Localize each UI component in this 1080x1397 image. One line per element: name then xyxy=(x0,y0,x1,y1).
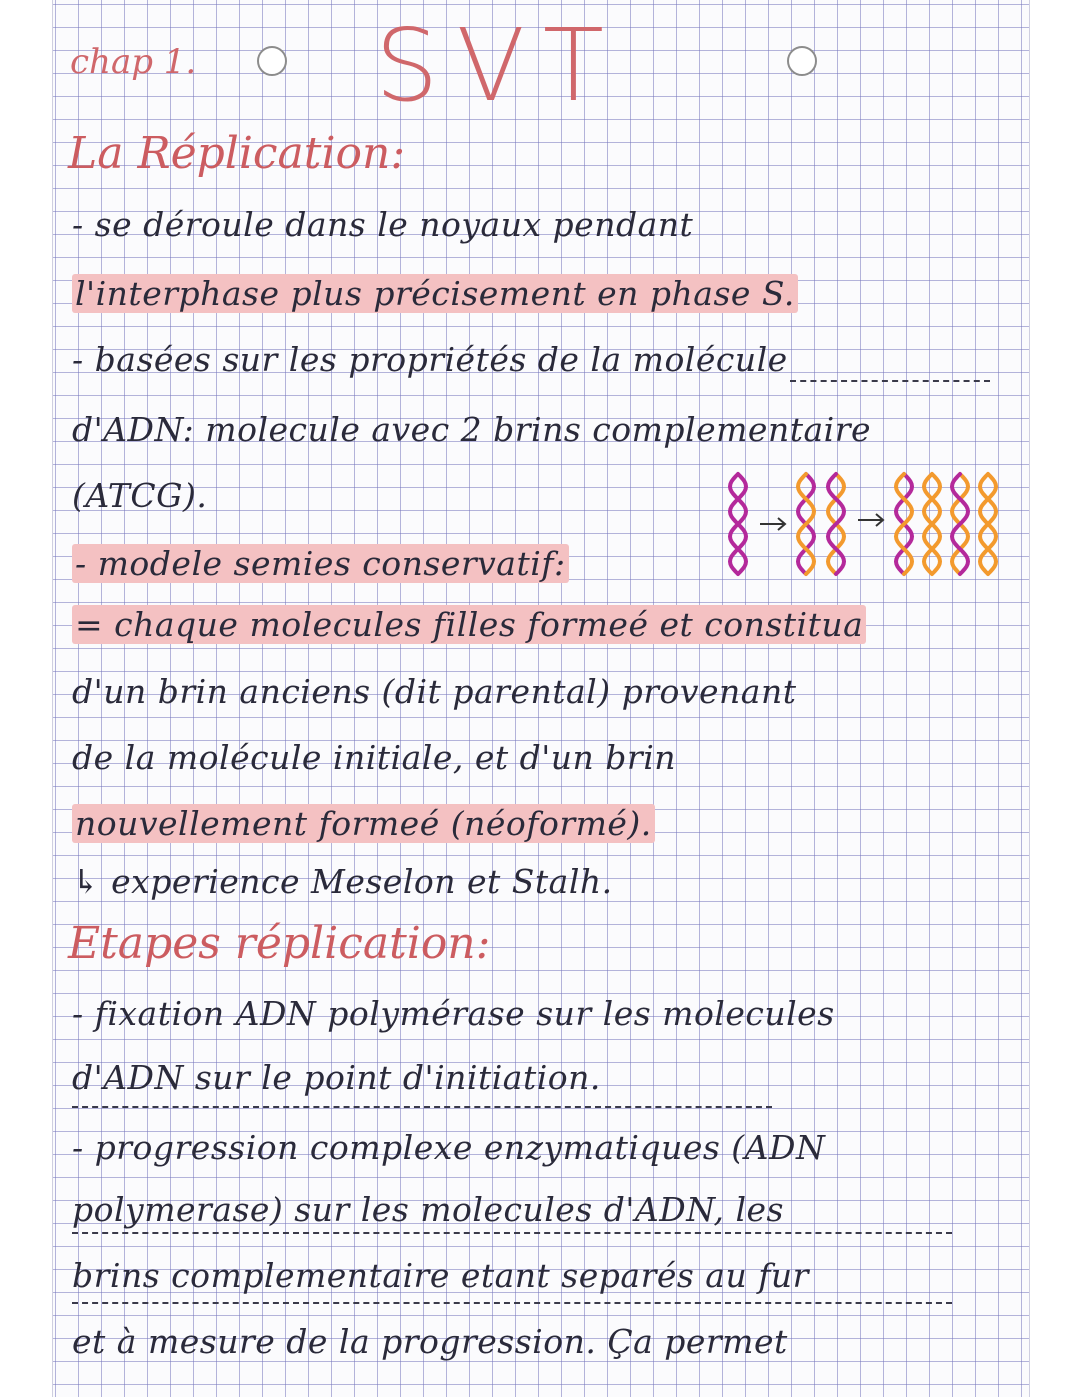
note-line: - fixation ADN polymérase sur les molecules xyxy=(72,994,835,1033)
note-line: et à mesure de la progression. Ça permet xyxy=(72,1322,788,1361)
note-line: - modele semies conservatif: xyxy=(72,544,569,584)
note-line: ↳ experience Meselon et Stalh. xyxy=(72,862,613,901)
note-line: d'un brin anciens (dit parental) provenant xyxy=(72,672,797,711)
note-line: - progression complexe enzymatiques (ADN xyxy=(72,1128,826,1167)
binder-hole-right xyxy=(787,46,817,76)
dna-replication-diagram xyxy=(718,468,1018,580)
note-line: brins complementaire etant separés au fur xyxy=(72,1256,809,1295)
dna-second-generation-helices xyxy=(896,474,996,574)
page-title: SVT xyxy=(375,7,622,124)
underline xyxy=(72,1106,772,1108)
underline xyxy=(72,1302,952,1304)
arrow-icon xyxy=(760,518,785,530)
note-line: l'interphase plus précisement en phase S. xyxy=(72,274,798,314)
binder-hole-left xyxy=(257,46,287,76)
note-line: nouvellement formeé (néoformé). xyxy=(72,804,655,844)
section-heading-steps: Etapes réplication: xyxy=(68,918,491,969)
dna-parent-helix xyxy=(730,474,746,574)
chapter-label: chap 1. xyxy=(70,42,197,82)
note-line: d'ADN sur le point d'initiation. xyxy=(72,1058,601,1097)
note-line: = chaque molecules filles formeé et constitua xyxy=(72,605,866,645)
arrow-icon xyxy=(858,514,883,526)
underline xyxy=(72,1232,952,1234)
note-line: (ATCG). xyxy=(72,476,208,515)
underline xyxy=(790,380,990,382)
note-line: - basées sur les propriétés de la molécule xyxy=(72,340,788,379)
note-line: de la molécule initiale, et d'un brin xyxy=(72,738,677,777)
note-line: polymerase) sur les molecules d'ADN, les xyxy=(72,1190,784,1229)
note-line: - se déroule dans le noyaux pendant xyxy=(72,205,694,244)
dna-first-generation-helices xyxy=(798,474,844,574)
section-heading-replication: La Réplication: xyxy=(68,128,406,179)
note-line: d'ADN: molecule avec 2 brins complementaire xyxy=(72,410,871,449)
